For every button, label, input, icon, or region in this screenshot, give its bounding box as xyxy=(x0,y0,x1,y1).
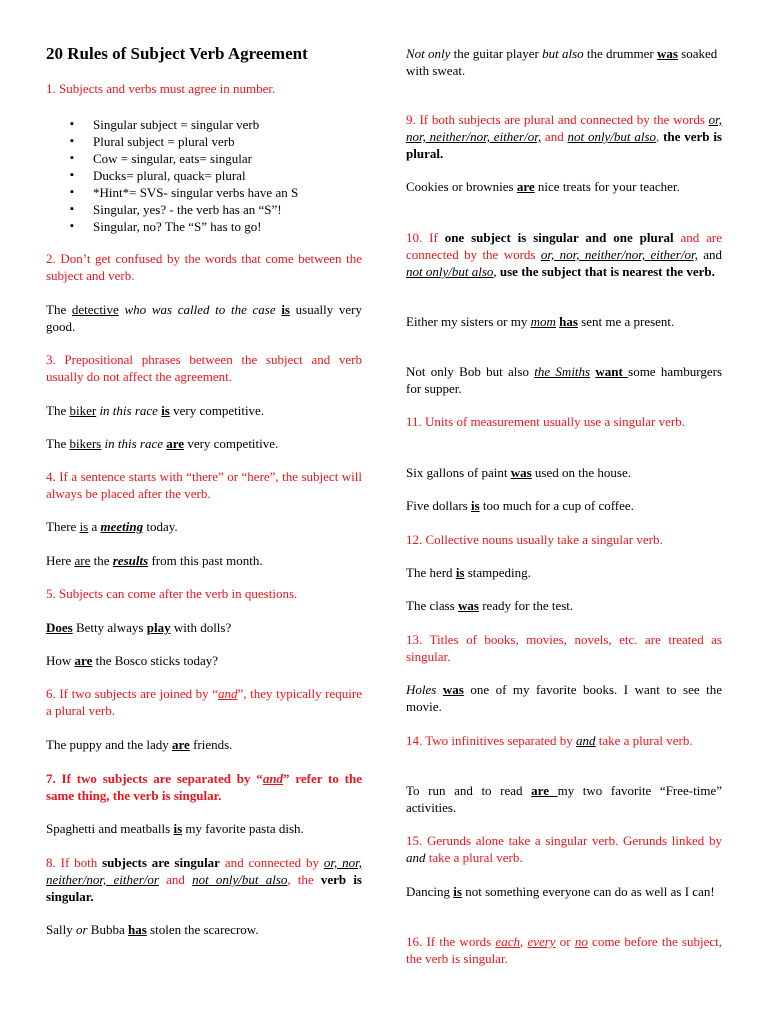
rule-8: 8. If both subjects are singular and connected by or, nor, neither/nor, either/or and not only/but also, the verb is singular. xyxy=(46,855,362,904)
rule-7: 7. If two subjects are separated by “and” refer to the same thing, the verb is singular. xyxy=(46,771,362,803)
rule-15: 15. Gerunds alone take a singular verb. Gerunds linked by and take a plural verb. xyxy=(406,833,722,865)
rule-14: 14. Two infinitives separated by and take a plural verb. xyxy=(406,733,693,748)
rule-1: 1. Subjects and verbs must agree in number. xyxy=(46,81,276,96)
example-2: The detective who was called to the case is usually very good. xyxy=(46,302,362,334)
bullet-item: ▪ Cow = singular, eats= singular xyxy=(46,150,362,167)
example-8b: Not only the guitar player but also the drummer was soaked with sweat. xyxy=(406,46,718,78)
example-6: The puppy and the lady are friends. xyxy=(46,737,233,752)
example-12a: The herd is stampeding. xyxy=(406,565,531,580)
rule-12: 12. Collective nouns usually take a singular verb. xyxy=(406,532,663,547)
example-15: Dancing is not something everyone can do as well as I can! xyxy=(406,884,715,899)
example-11a: Six gallons of paint was used on the house. xyxy=(406,465,631,480)
example-4b: Here are the results from this past month. xyxy=(46,553,263,568)
rule-3: 3. Prepositional phrases between the subject and verb usually do not affect the agreement. xyxy=(46,352,362,384)
example-14: To run and to read are my two favorite “Free-time” activities. xyxy=(406,783,723,815)
rule-1-bullet-list xyxy=(46,116,362,235)
rule-6: 6. If two subjects are joined by “and”, they typically require a plural verb. xyxy=(46,686,362,718)
bullet-item: ▪ Ducks= plural, quack= plural xyxy=(46,167,362,184)
example-7: Spaghetti and meatballs is my favorite pasta dish. xyxy=(46,821,304,836)
rule-5: 5. Subjects can come after the verb in questions. xyxy=(46,586,298,601)
bullet-item: ▪ *Hint*= SVS- singular verbs have an S xyxy=(46,184,362,201)
rule-13: 13. Titles of books, movies, novels, etc. are treated as singular. xyxy=(406,632,722,664)
rule-4: 4. If a sentence starts with “there” or “here”, the subject will always be placed after the verb. xyxy=(46,469,362,501)
example-3a: The biker in this race is very competitive. xyxy=(46,403,265,418)
example-5a: Does Betty always play with dolls? xyxy=(46,620,232,635)
example-12b: The class was ready for the test. xyxy=(406,598,574,613)
example-10a: Either my sisters or my mom has sent me a present. xyxy=(406,314,675,329)
bullet-item: ▪ Singular subject = singular verb xyxy=(46,116,362,133)
example-11b: Five dollars is too much for a cup of coffee. xyxy=(406,498,634,513)
bullet-item: ▪ Singular, no? The “S” has to go! xyxy=(46,218,362,235)
example-8: Sally or Bubba has stolen the scarecrow. xyxy=(46,922,259,937)
rule-9: 9. If both subjects are plural and connected by the words or, nor, neither/nor, either/or, and not only/but also, the verb is plural. xyxy=(406,112,722,161)
example-13: Holes was one of my favorite books. I want to see the movie. xyxy=(406,682,723,714)
document-title: 20 Rules of Subject Verb Agreement xyxy=(46,44,308,63)
example-3b: The bikers in this race are very competitive. xyxy=(46,436,279,451)
rule-16: 16. If the words each, every or no come before the subject, the verb is singular. xyxy=(406,934,722,966)
example-5b: How are the Bosco sticks today? xyxy=(46,653,218,668)
rule-10: 10. If one subject is singular and one plural and are connected by the words or, nor, neither/nor, either/or, and not only/but also, use the subject that is nearest the verb. xyxy=(406,230,722,279)
bullet-item: ▪ Singular, yes? - the verb has an “S”! xyxy=(46,201,362,218)
example-9: Cookies or brownies are nice treats for your teacher. xyxy=(406,179,680,194)
example-10b: Not only Bob but also the Smiths want some hamburgers for supper. xyxy=(406,364,723,396)
bullet-item: ▪ Plural subject = plural verb xyxy=(46,133,362,150)
rule-11: 11. Units of measurement usually use a singular verb. xyxy=(406,414,685,429)
example-4a: There is a meeting today. xyxy=(46,519,178,534)
rule-2: 2. Don’t get confused by the words that come between the subject and verb. xyxy=(46,251,362,283)
